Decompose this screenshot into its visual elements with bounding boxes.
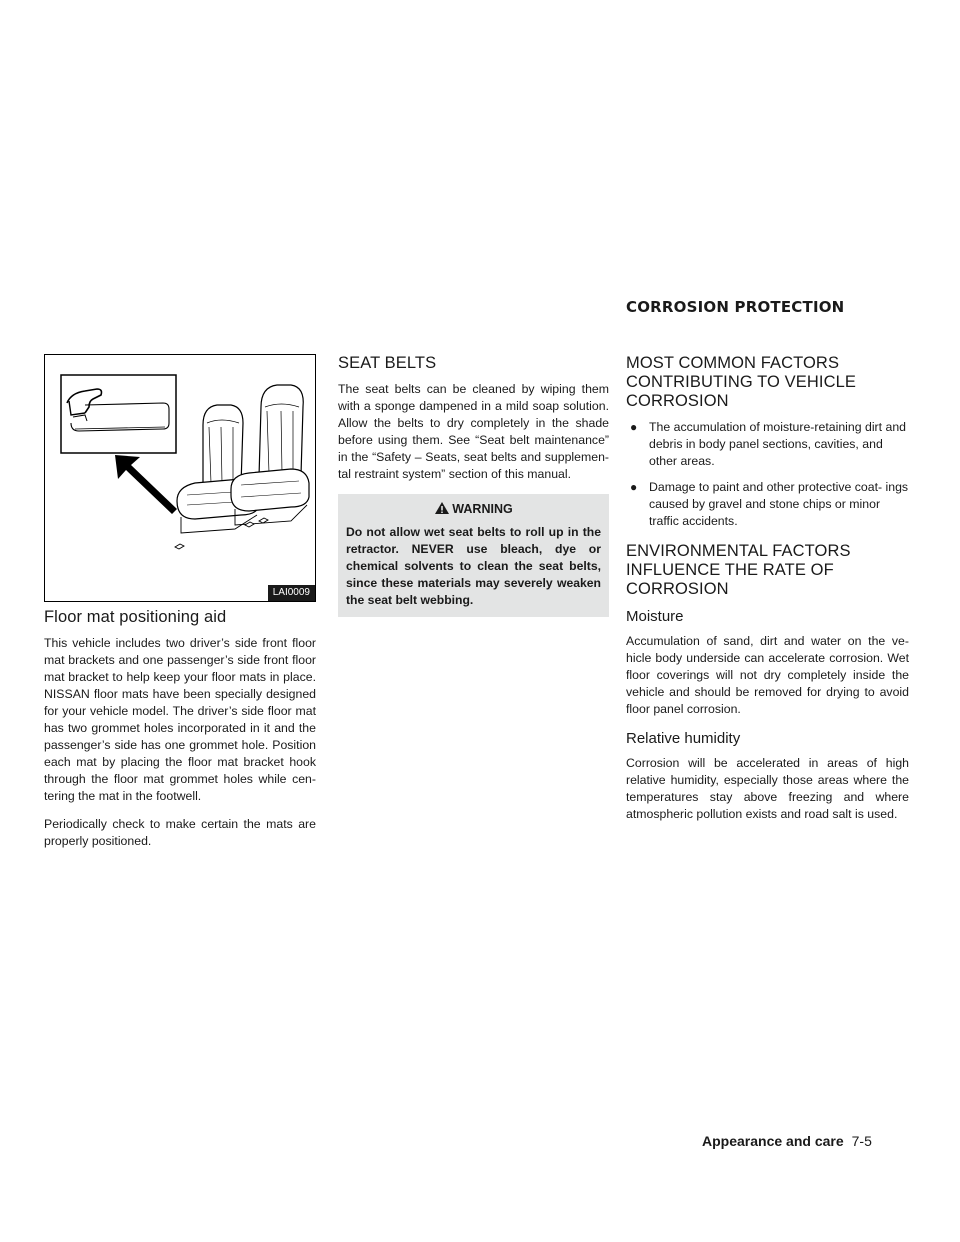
warning-title-text: WARNING: [452, 502, 513, 516]
warning-box: [338, 494, 609, 617]
humidity-paragraph: Corrosion will be accelerated in areas of high relative humidity, especially those areas where the temperatures stay above freezing and where atmospheric pollution exists and road salt is used.: [626, 756, 909, 821]
seat-belts-heading: SEAT BELTS: [338, 354, 437, 372]
environmental-factors-heading: ENVIRONMENTAL FACTORS INFLUENCE THE RATE OF CORROSION: [626, 542, 851, 598]
page-footer: [702, 1133, 872, 1149]
floor-mat-seats-illustration: [45, 355, 315, 601]
factors-list: [626, 419, 909, 530]
warning-icon: [434, 501, 450, 515]
column-floor-mat: [44, 354, 316, 861]
bullet-icon: ●: [630, 420, 638, 434]
seat-belts-paragraph: The seat belts can be cleaned by wiping them with a sponge dampened in a mild soap solution. Allow the belts to dry completely in the shade before using them. See “Seat belt maintenance” in the “Safety – Seats, seat belts and supplemen- tal restraint system” section of this manual.: [338, 382, 609, 481]
list-item-text: Damage to paint and other protective coat- ings caused by gravel and stone chips or minor traffic accidents.: [649, 480, 909, 528]
floor-mat-paragraph-1: This vehicle includes two driver’s side front floor mat brackets and one passenger’s side front floor mat bracket to help keep your floor mats in place. NISSAN floor mats have been specially designed for your vehicle model. The driver’s side floor mat has two grommet holes incorporated in it and the passenger’s side has one grommet hole. Position each mat by placing the floor mat bracket hook through the floor mat grommet holes while cen- tering the mat in the footwell.: [44, 636, 316, 803]
column-seat-belts: [338, 354, 609, 617]
moisture-paragraph: Accumulation of sand, dirt and water on the ve- hicle body underside can accelerate corrosion. Wet floor coverings will not dry completely inside the vehicle and should be removed for drying to avoid floor panel corrosion.: [626, 634, 909, 716]
floor-mat-paragraph-2: Periodically check to make certain the mats are properly positioned.: [44, 817, 316, 848]
moisture-subheading: Moisture: [626, 608, 684, 625]
page-number: 7-5: [851, 1133, 872, 1149]
list-item: [630, 419, 909, 470]
humidity-subheading: Relative humidity: [626, 730, 741, 747]
warning-title: [346, 500, 601, 518]
warning-text: Do not allow wet seat belts to roll up in the retractor. NEVER use bleach, dye or chemical solvents to clean the seat belts, since these materials may severely weaken the seat belt webbing.: [346, 525, 601, 607]
floor-mat-figure: [44, 354, 316, 602]
section-title: CORROSION PROTECTION: [626, 298, 845, 316]
bullet-icon: ●: [630, 480, 638, 494]
column-corrosion: [626, 354, 909, 834]
common-factors-heading: MOST COMMON FACTORS CONTRIBUTING TO VEHICLE CORROSION: [626, 354, 856, 410]
figure-label: LAI0009: [268, 585, 315, 601]
list-item: [630, 479, 909, 530]
list-item-text: The accumulation of moisture-retaining dirt and debris in body panel sections, cavities, and other areas.: [649, 420, 906, 468]
footer-section: Appearance and care: [702, 1133, 844, 1149]
floor-mat-heading: Floor mat positioning aid: [44, 608, 227, 626]
